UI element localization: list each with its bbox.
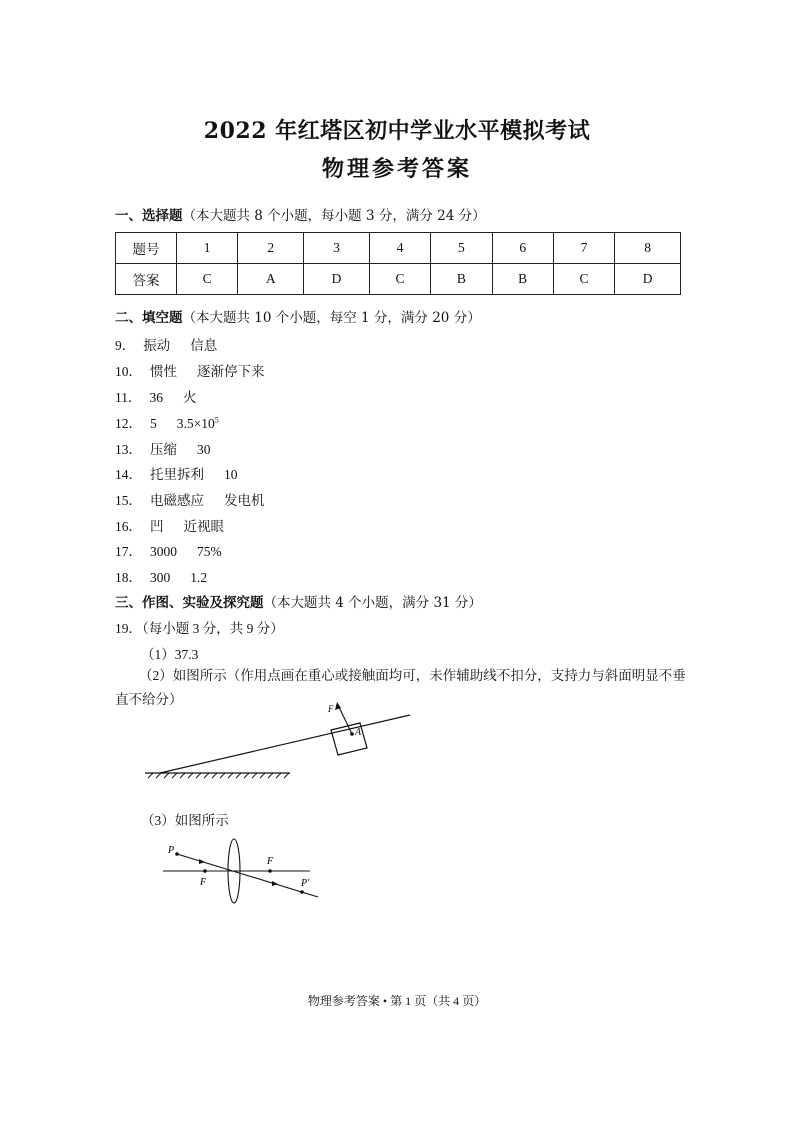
lens-diagram (163, 839, 318, 903)
section-fill-title: 二、填空题 (115, 310, 183, 326)
question-cell: 4 (369, 233, 430, 264)
point-p-dot (175, 852, 179, 856)
question-cell: 8 (615, 233, 681, 264)
item-answer-1: 压缩 (150, 442, 177, 457)
light-ray (177, 854, 318, 897)
question-cell: 3 (304, 233, 370, 264)
item-answer-2-base: 3.5×10 (176, 416, 215, 431)
focus-left-dot (203, 869, 207, 873)
item-number: 13． (115, 442, 142, 457)
item-answer-2: 10 (224, 467, 238, 482)
item-answer-2-exponent: 5 (214, 415, 219, 425)
focus-right-dot (268, 869, 272, 873)
item-answer-1: 5 (150, 416, 157, 431)
point-p-label: P (168, 845, 175, 856)
answer-cell: D (615, 264, 681, 295)
page-footer: 物理参考答案 • 第 1 页（共 4 页） (307, 994, 487, 1008)
block-label: A (355, 727, 362, 738)
page-subtitle: 物理参考答案 (321, 156, 472, 182)
item-answer-2: 近视眼 (183, 519, 224, 534)
item-answer-1: 36 (149, 390, 163, 405)
item-answer-1: 托里拆利 (150, 467, 204, 482)
item-answer-1: 凹 (150, 519, 164, 534)
item-answer-1: 振动 (143, 338, 171, 353)
section-choice-title: 一、选择题 (115, 208, 183, 224)
section-fill-note: （本大题共 10 个小题，每空 1 分，满分 20 分） (182, 310, 481, 326)
answer-cell: C (553, 264, 614, 295)
answer-cell: D (304, 264, 370, 295)
force-label: F (328, 704, 334, 714)
item-number: 16． (115, 519, 142, 534)
section-choice-note: （本大题共 8 个小题，每小题 3 分，满分 24 分） (182, 208, 486, 224)
question-19-part-3: （3）如图所示 (141, 813, 229, 828)
item-number: 12． (115, 416, 142, 431)
item-answer-1: 300 (150, 570, 171, 585)
point-p-prime-dot (300, 890, 304, 894)
point-p-prime-label: P′ (301, 878, 310, 889)
row-label-question: 题号 (116, 233, 177, 264)
question-19-part-1: （1）37.3 (141, 647, 199, 662)
page-title: 2022 年红塔区初中学业水平模拟考试 (203, 118, 591, 144)
row-label-answer: 答案 (116, 264, 177, 295)
answer-cell: B (492, 264, 553, 295)
item-answer-2: 30 (197, 442, 211, 457)
question-cell: 2 (238, 233, 304, 264)
item-answer-1: 惯性 (150, 364, 177, 379)
item-number: 9． (115, 338, 136, 353)
question-cell: 7 (553, 233, 614, 264)
item-answer-2: 发电机 (224, 493, 265, 508)
focus-left-label: F (200, 877, 207, 888)
item-answer-2: 逐渐停下来 (197, 364, 265, 379)
item-number: 18． (115, 570, 142, 585)
item-answer-1: 3000 (150, 544, 177, 559)
question-19-heading: 19．（每小题 3 分，共 9 分） (115, 621, 284, 636)
answer-cell: A (238, 264, 304, 295)
focus-right-label: F (267, 856, 274, 867)
ray-arrow-left (199, 859, 205, 864)
ray-arrow-right (272, 881, 278, 886)
answer-cell: B (431, 264, 492, 295)
section-experiment-title: 三、作图、实验及探究题 (115, 595, 264, 611)
item-number: 17． (115, 544, 142, 559)
item-answer-1: 电磁感应 (150, 493, 204, 508)
item-answer-2: 火 (183, 390, 197, 405)
question-19-part-2: （2）如图所示（作用点画在重心或接触面均可，未作辅助线不扣分，支持力与斜面明显不垂直不给分） (115, 668, 686, 707)
item-answer-2: 75% (197, 544, 222, 559)
answer-cell: C (177, 264, 238, 295)
item-answer-2: 1.2 (190, 570, 208, 585)
item-number: 11． (115, 390, 142, 405)
item-number: 14． (115, 467, 142, 482)
question-cell: 5 (431, 233, 492, 264)
item-number: 15． (115, 493, 142, 508)
section-experiment-note: （本大题共 4 个小题，满分 31 分） (263, 595, 482, 611)
item-answer-2: 信息 (190, 338, 218, 353)
item-number: 10． (115, 364, 142, 379)
question-cell: 1 (177, 233, 238, 264)
answer-cell: C (369, 264, 430, 295)
question-cell: 6 (492, 233, 553, 264)
